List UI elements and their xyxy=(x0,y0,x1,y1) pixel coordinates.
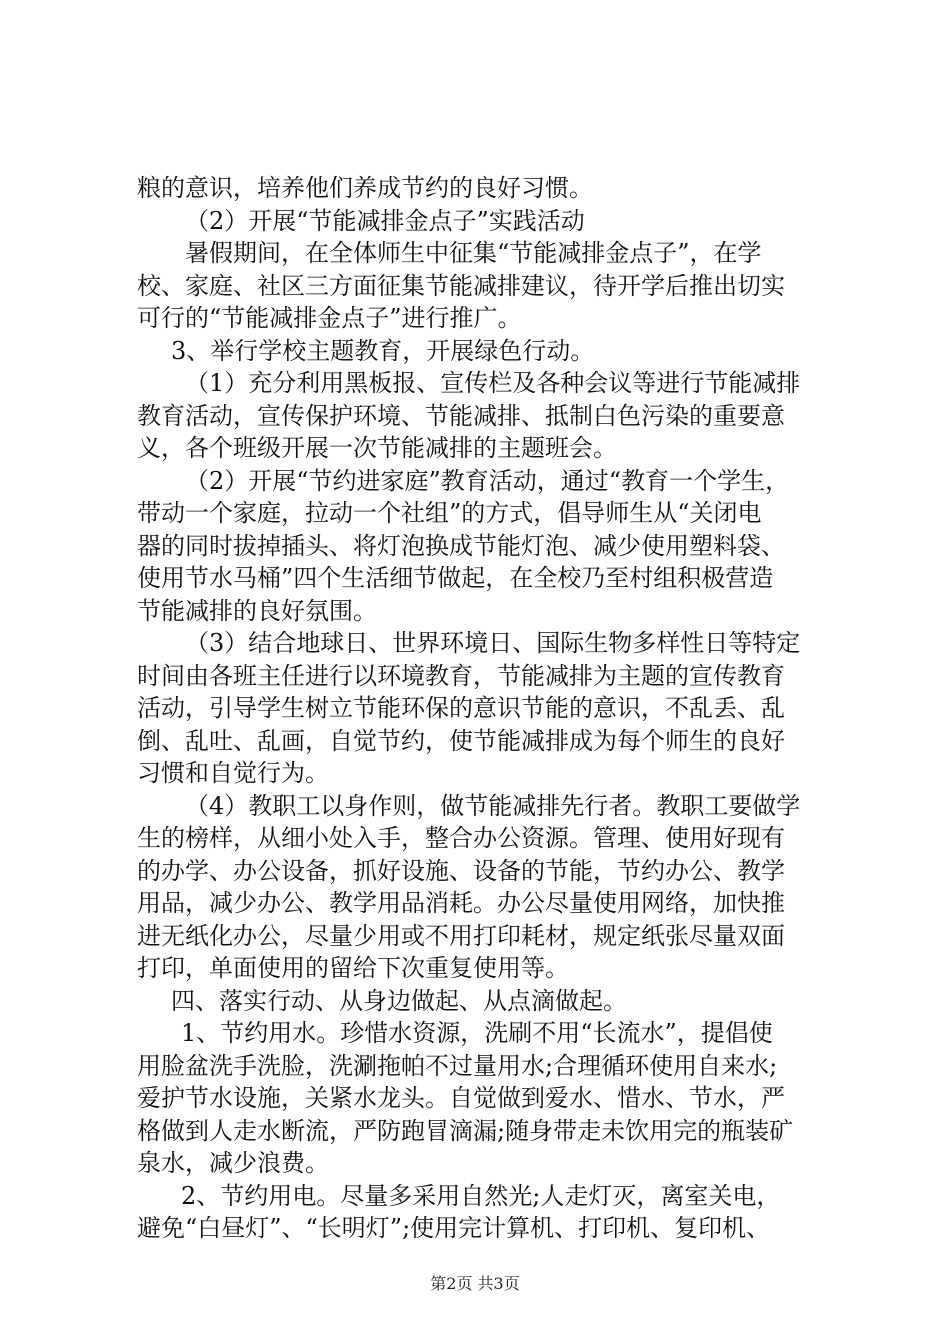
text-line-15: （3）结合地球日、世界环境日、国际生物多样性日等特定 xyxy=(185,629,801,657)
text-line-1: 粮的意识，培养他们养成节约的良好习惯。 xyxy=(137,174,593,202)
text-line-21: 生的榜样，从细小处入手，整合办公资源。管理、使用好现有 xyxy=(137,824,785,852)
text-line-30: 格做到人走水断流，严防跑冒滴漏;随身带走未饮用完的瓶装矿 xyxy=(137,1116,794,1145)
text-line-20: （4）教职工以身作则，做节能减排先行者。教职工要做学 xyxy=(185,791,801,820)
text-line-23: 用品，减少办公、教学用品消耗。办公尽量使用网络，加快推 xyxy=(137,889,785,917)
text-line-13: 使用节水马桶”四个生活细节做起，在全校乃至村组积极营造 xyxy=(137,564,774,592)
text-line-11: 带动一个家庭，拉动一个社组”的方式，倡导师生从“关闭电 xyxy=(137,499,762,527)
text-line-22: 的办学、办公设备，抓好设施、设备的节能，节约办公、教学 xyxy=(137,856,785,885)
text-line-6: 3、举行学校主题教育，开展绿色行动。 xyxy=(171,336,595,365)
text-line-17: 活动，引导学生树立节能环保的意识节能的意识，不乱丢、乱 xyxy=(137,694,785,722)
text-line-19: 习惯和自觉行为。 xyxy=(137,759,329,787)
text-line-28: 用脸盆洗手洗脸，洗涮拖帕不过量用水;合理循环使用自来水; xyxy=(137,1051,778,1080)
text-line-32: 2、节约用电。尽量多采用自然光;人走灯灭，离室关电， xyxy=(181,1181,781,1210)
text-line-18: 倒、乱吐、乱画，自觉节约，使节能减排成为每个师生的良好 xyxy=(137,726,785,755)
text-line-24: 进无纸化办公，尽量少用或不用打印耗材，规定纸张尽量双面 xyxy=(137,921,785,950)
text-line-27: 1、节约用水。珍惜水资源，洗刷不用“长流水”，提倡使 xyxy=(181,1019,773,1047)
text-line-31: 泉水，减少浪费。 xyxy=(137,1149,329,1177)
page-number-footer: 第2页 共3页 xyxy=(430,1274,520,1293)
text-line-14: 节能减排的良好氛围。 xyxy=(137,596,377,625)
text-line-2: （2）开展“节能减排金点子”实践活动 xyxy=(185,206,585,235)
text-line-29: 爱护节水设施，关紧水龙头。自觉做到爱水、惜水、节水，严 xyxy=(137,1084,785,1112)
text-line-10: （2）开展“节约进家庭”教育活动，通过“教育一个学生， xyxy=(185,466,790,495)
text-line-3: 暑假期间，在全体师生中征集“节能减排金点子”，在学 xyxy=(185,239,762,267)
text-line-9: 义，各个班级开展一次节能减排的主题班会。 xyxy=(137,434,617,462)
text-line-12: 器的同时拔掉插头、将灯泡换成节能灯泡、减少使用塑料袋、 xyxy=(137,531,785,560)
text-line-16: 时间由各班主任进行以环境教育，节能减排为主题的宣传教育 xyxy=(137,661,785,690)
text-line-25: 打印，单面使用的留给下次重复使用等。 xyxy=(137,954,569,982)
text-line-7: （1）充分利用黑板报、宣传栏及各种会议等进行节能减排 xyxy=(185,369,801,397)
text-line-33: 避免“白昼灯”、“长明灯”;使用完计算机、打印机、复印机、 xyxy=(137,1214,771,1242)
text-line-26: 四、落实行动、从身边做起、从点滴做起。 xyxy=(171,986,627,1015)
text-line-8: 教育活动，宣传保护环境、节能减排、抵制白色污染的重要意 xyxy=(137,401,785,430)
document-body xyxy=(137,172,837,1245)
text-line-5: 可行的“节能减排金点子”进行推广。 xyxy=(137,304,522,332)
text-line-4: 校、家庭、社区三方面征集节能减排建议，待开学后推出切实 xyxy=(137,271,785,300)
